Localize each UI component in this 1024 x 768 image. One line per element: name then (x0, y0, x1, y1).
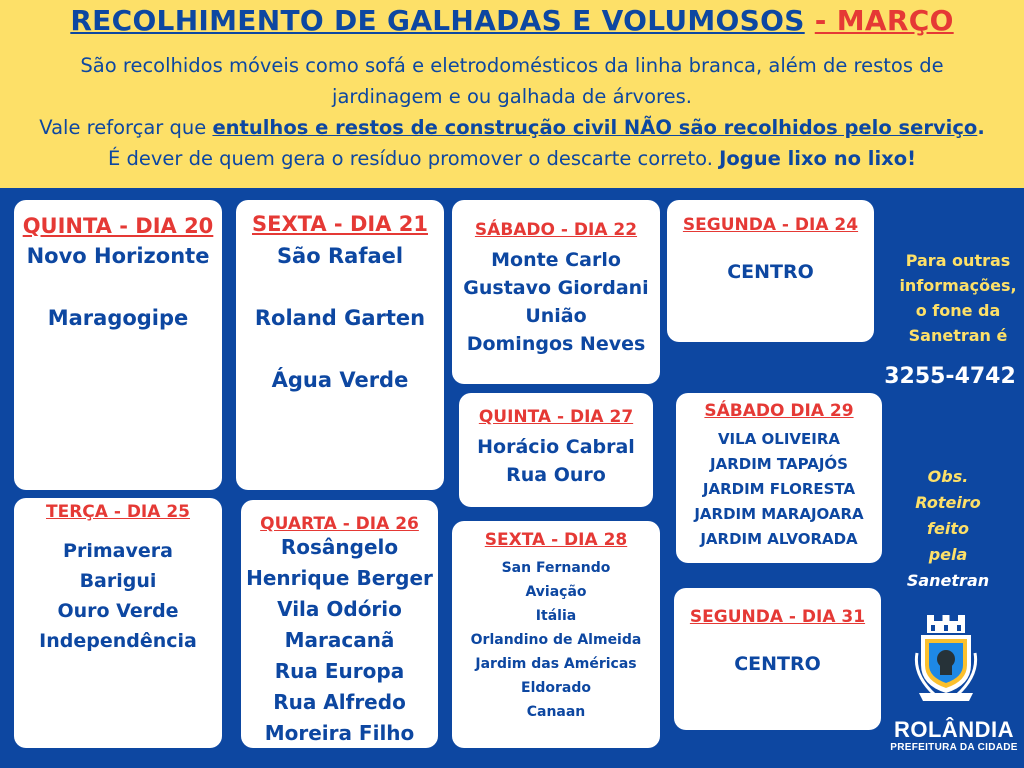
card-item: Rua Europa (274, 659, 405, 683)
card-item: JARDIM MARAJOARA (694, 505, 864, 523)
card-heading: SEGUNDA - DIA 31 (689, 607, 866, 627)
city-logo (884, 718, 1024, 753)
schedule-card-terca-25 (14, 498, 222, 748)
card-item: JARDIM FLORESTA (702, 480, 856, 498)
info-line: Sanetran é (908, 326, 1008, 345)
title-month: - MARÇO (814, 4, 954, 37)
obs-line-sanetran: Sanetran (906, 571, 990, 590)
card-item: JARDIM ALVORADA (700, 530, 858, 548)
card-item: Moreira Filho (264, 721, 415, 745)
card-item: União (525, 305, 587, 327)
card-item: Maragogipe (47, 306, 189, 330)
card-heading: SEXTA - DIA 21 (252, 212, 428, 236)
intro-line-3-emphasis: entulhos e restos de construção civil NÃO são recolhidos pelo serviço (212, 116, 978, 139)
schedule-card-sabado-29 (676, 393, 882, 563)
card-item: Independência (39, 630, 197, 652)
card-item: Rosângelo (280, 535, 399, 559)
schedule-card-segunda-31 (674, 588, 881, 730)
intro-line-1: São recolhidos móveis como sofá e eletrodomésticos da linha branca, além de restos de (80, 54, 944, 77)
info-line: Para outras (905, 251, 1011, 270)
intro-line-3-post: . (977, 116, 985, 139)
intro-line-4-pre: É dever de quem gera o resíduo promover o descarte correto. (107, 147, 720, 170)
card-item: Rua Ouro (506, 464, 606, 486)
card-heading: SÁBADO - DIA 22 (474, 220, 638, 240)
card-item: Ouro Verde (57, 600, 179, 622)
card-heading: QUARTA - DIA 26 (260, 514, 419, 534)
card-item: Itália (535, 608, 577, 624)
intro-text (6, 50, 1018, 174)
schedule-card-sexta-28 (452, 521, 660, 748)
card-item: Novo Horizonte (26, 244, 210, 268)
city-name: ROLÂNDIA (893, 717, 1015, 742)
card-item: JARDIM TAPAJÓS (710, 455, 848, 473)
card-item: San Fernando (501, 560, 611, 576)
card-heading: SEGUNDA - DIA 24 (682, 215, 859, 235)
intro-line-3 (6, 112, 1018, 143)
card-heading: SÁBADO DIA 29 (704, 401, 854, 421)
schedule-card-quarta-26 (241, 500, 438, 748)
info-line: o fone da (915, 301, 1001, 320)
obs-line: pela (928, 545, 968, 564)
card-heading: SEXTA - DIA 28 (484, 530, 628, 550)
card-item: Monte Carlo (491, 249, 621, 271)
card-item: Horácio Cabral (477, 436, 635, 458)
info-line: informações, (899, 276, 1017, 295)
obs-line: feito (927, 519, 969, 538)
card-item: Jardim das Américas (475, 656, 637, 672)
schedule-card-sexta-21 (236, 200, 444, 490)
card-item: Roland Garten (254, 306, 426, 330)
obs-line: Roteiro (915, 493, 981, 512)
card-item: Gustavo Giordani (463, 277, 649, 299)
card-item: Aviação (525, 584, 587, 600)
schedule-card-quinta-27 (459, 393, 653, 507)
card-item: Eldorado (521, 680, 591, 696)
schedule-card-quinta-20 (14, 200, 222, 490)
card-item: São Rafael (276, 244, 404, 268)
city-crest-icon (913, 613, 979, 705)
contact-info (888, 248, 1024, 348)
card-item: CENTRO (727, 261, 814, 283)
intro-line-2: jardinagem e ou galhada de árvores. (332, 85, 692, 108)
schedule-card-segunda-24 (667, 200, 874, 342)
card-item: Rua Alfredo (273, 690, 406, 714)
card-item: Barigui (79, 570, 157, 592)
card-item: Orlandino de Almeida (470, 632, 642, 648)
card-item: Canaan (526, 704, 586, 720)
card-item: Primavera (63, 540, 173, 562)
card-heading: TERÇA - DIA 25 (46, 502, 190, 522)
header-banner (0, 0, 1024, 188)
card-item: Água Verde (271, 368, 409, 392)
city-subtitle: PREFEITURA DA CIDADE (890, 742, 1018, 753)
phone-number: 3255-4742 (884, 364, 1016, 389)
card-heading: QUINTA - DIA 27 (478, 407, 634, 427)
observation-note (893, 464, 1003, 594)
card-item: Domingos Neves (466, 333, 646, 355)
schedule-card-sabado-22 (452, 200, 660, 384)
title-main: RECOLHIMENTO DE GALHADAS E VOLUMOSOS (70, 4, 805, 37)
intro-line-3-pre: Vale reforçar que (39, 116, 213, 139)
card-item: VILA OLIVEIRA (717, 430, 841, 448)
card-heading: QUINTA - DIA 20 (22, 214, 214, 238)
page-title (0, 4, 1024, 37)
card-item: CENTRO (734, 653, 821, 675)
card-item: Maracanã (284, 628, 395, 652)
obs-line: Obs. (927, 467, 969, 486)
intro-line-4-emphasis: Jogue lixo no lixo! (719, 147, 917, 170)
card-item: Henrique Berger (246, 566, 433, 590)
intro-line-4 (6, 143, 1018, 174)
card-item: Vila Odório (277, 597, 402, 621)
